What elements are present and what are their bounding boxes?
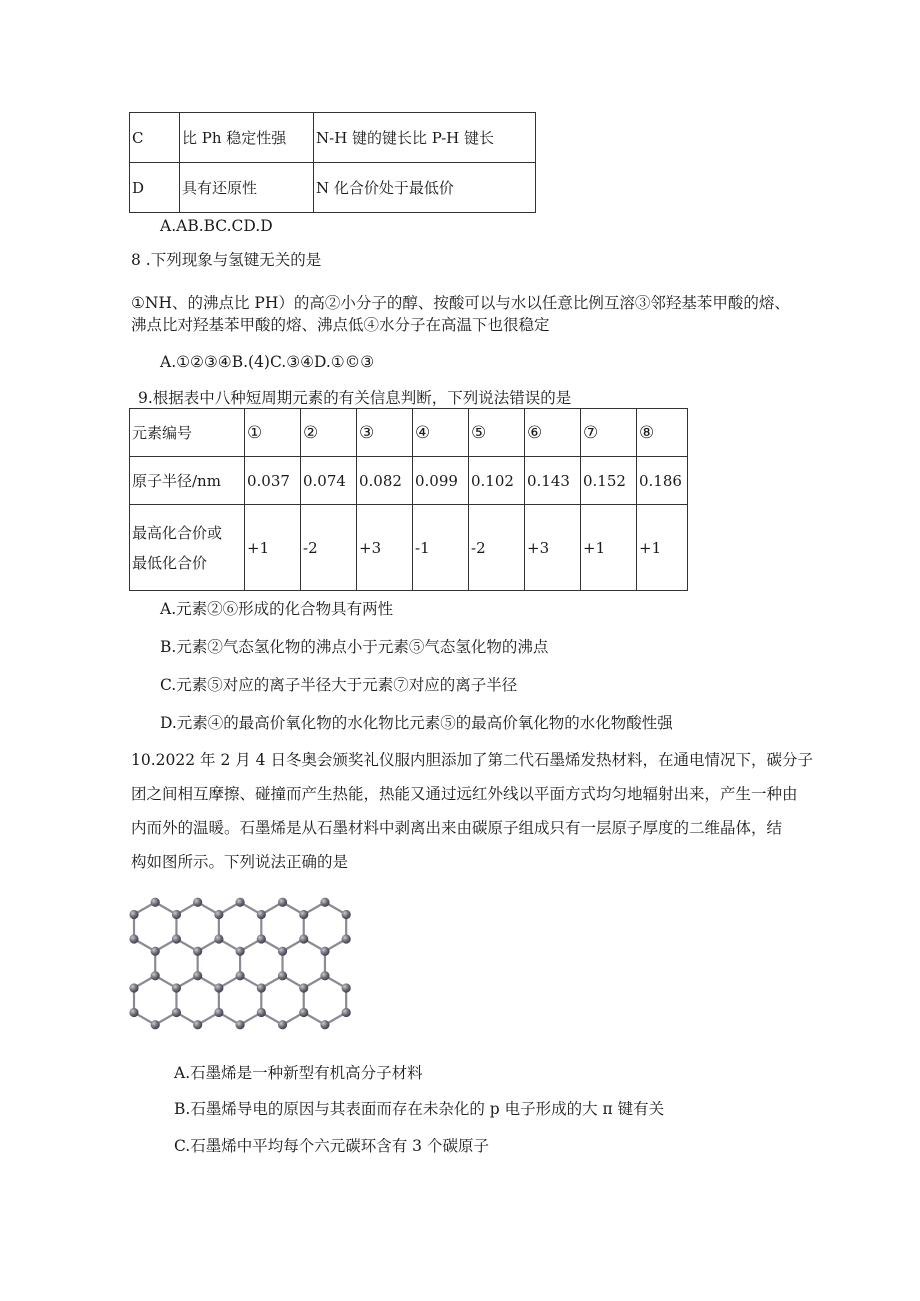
carbon-atom xyxy=(193,971,202,980)
table-cell: 0.074 xyxy=(301,457,357,505)
carbon-atom xyxy=(299,910,308,919)
q10-line3: 内而外的温暖。石墨烯是从石墨材料中剥离出来由碳原子组成只有一层原子厚度的二维晶体，结 xyxy=(131,819,783,837)
carbon-atom xyxy=(129,934,138,943)
carbon-atom xyxy=(278,971,287,980)
table-cell: 0.102 xyxy=(469,457,525,505)
carbon-atom xyxy=(320,947,329,956)
valence-label-line2: 最低化合价 xyxy=(132,553,208,572)
table-cell: C xyxy=(130,113,180,163)
table-cell: 比 Ph 稳定性强 xyxy=(180,113,314,163)
carbon-atom xyxy=(235,898,244,907)
carbon-atom xyxy=(278,947,287,956)
carbon-atom xyxy=(172,983,181,992)
carbon-atom xyxy=(193,947,202,956)
carbon-atom xyxy=(151,1020,160,1029)
q10-line4: 构如图所示。下列说法正确的是 xyxy=(131,853,349,871)
q8-body-line1: ①NH、的沸点比 PH）的高②小分子的醇、按酸可以与水以任意比例互溶③邻羟基苯甲酸的熔、 xyxy=(131,294,790,312)
table-cell: +1 xyxy=(245,505,301,591)
q9-option-b: B.元素②气态氢化物的沸点小于元素⑤气态氢化物的沸点 xyxy=(160,638,549,656)
carbon-atom xyxy=(278,898,287,907)
q7-table xyxy=(129,112,536,213)
table-cell: 0.143 xyxy=(525,457,581,505)
q9-table xyxy=(129,408,688,591)
carbon-atom xyxy=(151,898,160,907)
table-cell: -1 xyxy=(413,505,469,591)
table-header-cell: ④ xyxy=(413,409,469,457)
table-cell: 0.082 xyxy=(357,457,413,505)
q8-body-line2: 沸点比对羟基苯甲酸的熔、沸点低④水分子在高温下也很稳定 xyxy=(131,316,550,334)
q10-option-b: B.石墨烯导电的原因与其表面而存在未杂化的 p 电子形成的大 π 键有关 xyxy=(174,1100,665,1118)
table-header-cell: ③ xyxy=(357,409,413,457)
carbon-atom xyxy=(257,983,266,992)
table-row xyxy=(130,505,688,591)
carbon-atom xyxy=(129,910,138,919)
carbon-atom xyxy=(214,910,223,919)
table-cell: +1 xyxy=(637,505,688,591)
table-header-cell: 元素编号 xyxy=(130,409,245,457)
carbon-atom xyxy=(172,934,181,943)
table-header-cell: ⑦ xyxy=(581,409,637,457)
graphene-structure-figure xyxy=(124,880,369,1035)
table-cell: +1 xyxy=(581,505,637,591)
carbon-atom xyxy=(278,1020,287,1029)
valence-label-line1: 最高化合价或 xyxy=(132,523,223,542)
table-cell: N 化合价处于最低价 xyxy=(314,163,536,213)
table-row xyxy=(130,409,688,457)
table-cell: 具有还原性 xyxy=(180,163,314,213)
table-row xyxy=(130,457,688,505)
carbon-atom xyxy=(320,971,329,980)
carbon-atom xyxy=(299,934,308,943)
carbon-atom xyxy=(257,910,266,919)
carbon-atom xyxy=(320,1020,329,1029)
carbon-atom xyxy=(214,934,223,943)
q9-option-a: A.元素②⑥形成的化合物具有两性 xyxy=(160,600,394,618)
table-cell: 0.186 xyxy=(637,457,688,505)
carbon-atom xyxy=(342,910,351,919)
table-header-cell: ⑧ xyxy=(637,409,688,457)
q10-line1: 10.2022 年 2 月 4 日冬奥会颁奖礼仪服内胆添加了第二代石墨烯发热材料，在通电情况下，碳分子 xyxy=(131,751,813,769)
carbon-atom xyxy=(342,1008,351,1017)
table-cell: 0.152 xyxy=(581,457,637,505)
table-cell xyxy=(130,505,245,591)
table-cell: 0.099 xyxy=(413,457,469,505)
table-cell: -2 xyxy=(301,505,357,591)
carbon-atom xyxy=(214,983,223,992)
carbon-atom xyxy=(257,934,266,943)
carbon-atom xyxy=(151,971,160,980)
graphene-bonds xyxy=(134,902,346,1025)
carbon-atom xyxy=(342,983,351,992)
q8-options: A.①②③④B.(4)C.③④D.①©③ xyxy=(160,353,375,371)
table-cell: D xyxy=(130,163,180,213)
carbon-atom xyxy=(129,1008,138,1017)
table-header-cell: ① xyxy=(245,409,301,457)
carbon-atom xyxy=(214,1008,223,1017)
table-header-cell: ⑤ xyxy=(469,409,525,457)
carbon-atom xyxy=(151,947,160,956)
carbon-atom xyxy=(235,1020,244,1029)
table-header-cell: ② xyxy=(301,409,357,457)
table-row xyxy=(130,113,536,163)
carbon-atom xyxy=(172,910,181,919)
q9-stem: 9.根据表中八种短周期元素的有关信息判断，下列说法错误的是 xyxy=(138,389,572,407)
q10-line2: 团之间相互摩擦、碰撞而产生热能，热能又通过远红外线以平面方式均匀地辐射出来，产生一种由 xyxy=(131,785,798,803)
q9-option-d: D.元素④的最高价氧化物的水化物比元素⑤的最高价氧化物的水化物酸性强 xyxy=(160,714,673,732)
carbon-atom xyxy=(299,983,308,992)
table-cell: -2 xyxy=(469,505,525,591)
carbon-atom xyxy=(320,898,329,907)
table-cell: N-H 键的键长比 P-H 键长 xyxy=(314,113,536,163)
carbon-atom xyxy=(342,934,351,943)
table-row xyxy=(130,163,536,213)
table-cell: +3 xyxy=(357,505,413,591)
carbon-atom xyxy=(235,971,244,980)
table-cell: 0.037 xyxy=(245,457,301,505)
carbon-atom xyxy=(193,1020,202,1029)
q10-option-a: A.石墨烯是一种新型有机高分子材料 xyxy=(174,1064,423,1082)
carbon-atom xyxy=(193,898,202,907)
q10-option-c: C.石墨烯中平均每个六元碳环含有 3 个碳原子 xyxy=(174,1137,489,1155)
q8-stem: 8 .下列现象与氢键无关的是 xyxy=(131,251,322,269)
q9-option-c: C.元素⑤对应的离子半径大于元素⑦对应的离子半径 xyxy=(160,676,518,694)
table-header-cell: ⑥ xyxy=(525,409,581,457)
q7-options: A.AB.BC.CD.D xyxy=(160,217,273,235)
carbon-atom xyxy=(172,1008,181,1017)
carbon-atom xyxy=(299,1008,308,1017)
carbon-atom xyxy=(129,983,138,992)
carbon-atom xyxy=(235,947,244,956)
table-cell: +3 xyxy=(525,505,581,591)
table-cell: 原子半径/nm xyxy=(130,457,245,505)
carbon-atom xyxy=(257,1008,266,1017)
